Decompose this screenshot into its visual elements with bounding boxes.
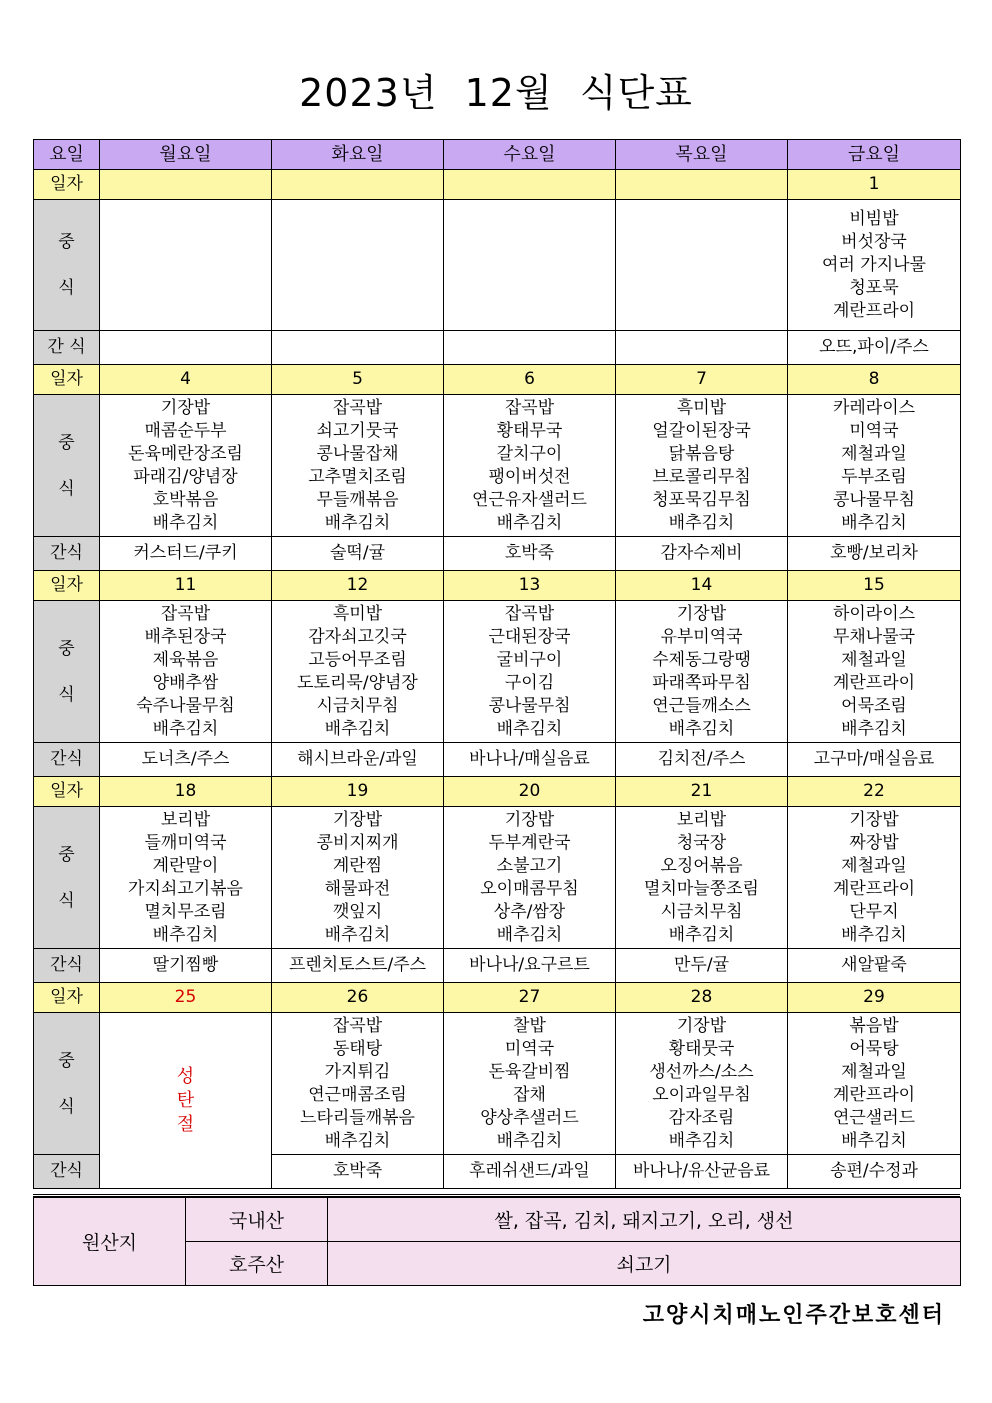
menu-item: 생선까스/소스 [649,1061,754,1082]
snack-cell [444,331,616,365]
menu-item: 배추김치 [496,924,563,945]
weekday-header: 목요일 [616,140,788,170]
date-row [34,983,961,1013]
date-cell: 22 [788,777,961,807]
menu-item: 감자조림 [668,1107,735,1128]
date-cell: 6 [444,365,616,395]
menu-item: 배추김치 [496,1130,563,1151]
date-cell: 27 [444,983,616,1013]
menu-item: 굴비구이 [496,649,563,670]
lunch-menu-cell [444,200,616,331]
date-cell: 13 [444,571,616,601]
lunch-label [34,601,100,743]
menu-item: 브로콜리무침 [652,466,751,487]
menu-item: 가지쇠고기볶음 [128,878,243,899]
lunch-label-char: 식 [58,278,75,298]
menu-item: 짜장밥 [849,832,899,853]
menu-item: 근대된장국 [488,626,571,647]
date-cell: 15 [788,571,961,601]
snack-cell: 커스터드/쿠키 [100,537,272,571]
menu-item: 배추김치 [324,924,391,945]
menu-table [33,139,961,1189]
menu-item: 양배추쌈 [152,672,219,693]
lunch-menu-cell [788,807,961,949]
lunch-menu-cell [272,601,444,743]
snack-row [34,743,961,777]
date-cell: 1 [788,170,961,200]
menu-item: 배추김치 [668,924,735,945]
lunch-menu-cell [788,395,961,537]
menu-item: 팽이버섯전 [488,466,571,487]
menu-item: 가지튀김 [324,1061,391,1082]
lunch-menu-cell [788,1013,961,1155]
menu-item: 배추김치 [841,1130,907,1151]
menu-item: 갈치구이 [496,443,563,464]
lunch-label-char: 중 [58,1050,75,1071]
menu-item: 느타리들깨볶음 [300,1107,415,1128]
snack-cell [100,331,272,365]
menu-item: 콩나물무침 [488,695,571,716]
lunch-menu-cell [272,807,444,949]
menu-item: 제철과일 [841,649,907,670]
snack-cell [616,331,788,365]
snack-row [34,331,961,365]
menu-item: 미역국 [504,1038,555,1059]
menu-item: 상추/쌈장 [493,901,566,922]
snack-row [34,949,961,983]
lunch-menu-cell [616,807,788,949]
menu-item: 볶음밥 [849,1015,899,1036]
menu-item: 계란찜 [332,855,383,876]
menu-item: 해물파전 [324,878,391,899]
menu-item: 오이과일무침 [652,1084,751,1105]
menu-item: 배추김치 [668,718,735,739]
date-label: 일자 [34,983,100,1013]
menu-item: 기장밥 [332,809,383,830]
lunch-menu-cell [444,395,616,537]
menu-item: 연근들깨소스 [652,695,751,716]
snack-cell: 감자수제비 [616,537,788,571]
lunch-menu-cell [272,395,444,537]
menu-item: 잡곡밥 [160,603,211,624]
menu-item: 배추김치 [841,924,907,945]
menu-item: 두부조림 [841,466,907,487]
lunch-row [34,395,961,537]
menu-item: 기장밥 [849,809,899,830]
snack-label: 간식 [34,743,100,777]
date-cell: 19 [272,777,444,807]
snack-cell: 술떡/귤 [272,537,444,571]
lunch-menu-cell [616,200,788,331]
menu-item: 청국장 [676,832,727,853]
menu-item: 배추김치 [324,512,391,533]
menu-item: 기장밥 [504,809,555,830]
page-title: 2023년 12월 식단표 [299,71,693,115]
menu-item: 제철과일 [841,855,907,876]
date-cell: 5 [272,365,444,395]
lunch-label [34,200,100,331]
snack-label: 간식 [34,537,100,571]
snack-cell: 바나나/유산균음료 [616,1155,788,1189]
menu-item: 연근샐러드 [832,1107,916,1128]
menu-item: 오이매콤무침 [480,878,579,899]
lunch-label-char: 식 [58,684,75,705]
menu-item: 연근유자샐러드 [472,489,587,510]
date-label: 일자 [34,365,100,395]
menu-item: 어묵조림 [841,695,907,716]
menu-item: 계란프라이 [832,1084,916,1105]
lunch-label-char: 식 [58,1096,75,1117]
lunch-menu-cell [100,200,272,331]
menu-item: 콩비지찌개 [316,832,399,853]
weekday-header: 금요일 [788,140,961,170]
snack-cell: 고구마/매실음료 [788,743,961,777]
origin-label: 원산지 [34,1198,186,1286]
menu-item: 배추김치 [324,718,391,739]
lunch-menu-cell [100,807,272,949]
menu-item: 제육볶음 [152,649,219,670]
lunch-menu-cell [444,1013,616,1155]
lunch-label-char: 중 [58,638,75,659]
lunch-menu-cell [100,601,272,743]
lunch-menu-cell [616,395,788,537]
snack-cell: 송편/수정과 [788,1155,961,1189]
menu-item: 배추김치 [668,512,735,533]
menu-item: 비빔밥 [849,208,899,229]
snack-cell: 후레쉬샌드/과일 [444,1155,616,1189]
lunch-label-char: 중 [58,432,75,453]
menu-item: 배추김치 [841,512,907,533]
menu-item: 수제동그랑땡 [652,649,751,670]
snack-cell: 호박죽 [272,1155,444,1189]
lunch-label [34,395,100,537]
menu-item: 기장밥 [676,1015,727,1036]
menu-item: 흑미밥 [676,397,727,418]
snack-cell: 바나나/매실음료 [444,743,616,777]
menu-item: 보리밥 [160,809,211,830]
snack-cell: 만두/귤 [616,949,788,983]
snack-cell: 도너츠/주스 [100,743,272,777]
menu-item: 배추김치 [841,718,907,739]
lunch-label [34,1013,100,1155]
menu-item: 들깨미역국 [144,832,227,853]
lunch-label-char: 식 [58,890,75,911]
holiday-cell [100,1013,272,1189]
snack-cell: 오뜨,파이/주스 [788,331,961,365]
menu-item: 오징어볶음 [660,855,743,876]
menu-item: 황태무국 [496,420,563,441]
menu-item: 닭볶음탕 [668,443,735,464]
menu-item: 계란말이 [152,855,219,876]
menu-item: 제철과일 [841,443,907,464]
menu-item: 무채나물국 [832,626,916,647]
snack-cell: 호빵/보리차 [788,537,961,571]
date-label: 일자 [34,571,100,601]
date-label: 일자 [34,170,100,200]
snack-cell: 해시브라운/과일 [272,743,444,777]
snack-cell [272,331,444,365]
menu-item: 시금치무침 [316,695,399,716]
date-cell: 26 [272,983,444,1013]
menu-item: 배추김치 [152,718,219,739]
menu-item: 흑미밥 [332,603,383,624]
lunch-row [34,807,961,949]
menu-item: 잡곡밥 [332,1015,383,1036]
menu-item: 매콤순두부 [144,420,227,441]
menu-item: 보리밥 [676,809,727,830]
weekday-header-row [34,140,961,170]
menu-item: 파래쪽파무침 [652,672,751,693]
menu-item: 어묵탕 [849,1038,899,1059]
menu-item: 멸치무조림 [144,901,227,922]
lunch-label-char: 중 [58,844,75,865]
date-cell: 18 [100,777,272,807]
lunch-menu-cell [616,601,788,743]
menu-item: 양상추샐러드 [480,1107,579,1128]
date-cell [444,170,616,200]
menu-item: 멸치마늘쫑조림 [644,878,759,899]
date-cell [272,170,444,200]
date-cell: 28 [616,983,788,1013]
menu-item: 배추김치 [152,512,219,533]
menu-item: 잡채 [513,1084,546,1105]
menu-item: 콩나물무침 [832,489,916,510]
lunch-menu-cell [788,200,961,331]
snack-cell: 프렌치토스트/주스 [272,949,444,983]
lunch-row [34,200,961,331]
date-cell: 25 [100,983,272,1013]
date-cell: 12 [272,571,444,601]
origin-table [33,1197,961,1286]
menu-item: 여러 가지나물 [822,254,926,275]
menu-item: 잡곡밥 [332,397,383,418]
menu-item: 연근매콤조림 [308,1084,407,1105]
menu-item: 두부계란국 [488,832,571,853]
menu-item: 청포묵 [849,277,899,298]
menu-item: 감자쇠고깃국 [308,626,407,647]
center-name: 고양시치매노인주간보호센터 [642,1303,945,1328]
date-cell: 14 [616,571,788,601]
menu-item: 잡곡밥 [504,397,555,418]
lunch-label-char: 식 [58,478,75,499]
origin-country: 호주산 [186,1242,328,1286]
weekday-header: 월요일 [100,140,272,170]
snack-cell: 김치전/주스 [616,743,788,777]
menu-item: 얼갈이된장국 [652,420,751,441]
date-cell: 8 [788,365,961,395]
menu-item: 숙주나물무침 [136,695,235,716]
menu-item: 기장밥 [676,603,727,624]
lunch-menu-cell [616,1013,788,1155]
lunch-label [34,807,100,949]
date-cell: 21 [616,777,788,807]
menu-item: 호박볶음 [152,489,219,510]
lunch-row [34,601,961,743]
menu-item: 배추김치 [496,512,563,533]
menu-item: 돈육메란장조림 [128,443,243,464]
menu-item: 카레라이스 [832,397,916,418]
date-cell: 29 [788,983,961,1013]
lunch-row [34,1013,961,1155]
snack-label: 간 식 [34,331,100,365]
snack-cell: 새알팥죽 [788,949,961,983]
date-row [34,170,961,200]
menu-item: 도토리묵/양념장 [297,672,418,693]
snack-cell: 딸기찜빵 [100,949,272,983]
menu-item: 소불고기 [496,855,563,876]
date-cell [616,170,788,200]
weekday-header: 수요일 [444,140,616,170]
menu-item: 계란프라이 [832,300,916,321]
menu-item: 찰밥 [513,1015,546,1036]
date-cell: 20 [444,777,616,807]
origin-row [34,1198,961,1242]
date-cell: 11 [100,571,272,601]
date-row [34,571,961,601]
origin-items: 쌀, 잡곡, 김치, 돼지고기, 오리, 생선 [328,1198,961,1242]
menu-item: 배추김치 [324,1130,391,1151]
menu-item: 쇠고기뭇국 [316,420,399,441]
menu-item: 돈육갈비찜 [488,1061,571,1082]
date-cell: 7 [616,365,788,395]
menu-item: 고추멸치조림 [308,466,407,487]
menu-item: 계란프라이 [832,878,916,899]
weekday-header: 화요일 [272,140,444,170]
origin-items: 쇠고기 [328,1242,961,1286]
snack-row [34,537,961,571]
snack-cell: 호박죽 [444,537,616,571]
menu-item: 배추된장국 [144,626,227,647]
menu-item: 제철과일 [841,1061,907,1082]
snack-cell: 바나나/요구르트 [444,949,616,983]
origin-country: 국내산 [186,1198,328,1242]
lunch-menu-cell [100,395,272,537]
date-row [34,777,961,807]
menu-item: 고등어무조림 [308,649,407,670]
menu-item: 구이김 [504,672,555,693]
menu-item: 미역국 [849,420,899,441]
day-of-week-label: 요일 [34,140,100,170]
menu-item: 배추김치 [668,1130,735,1151]
menu-item: 파래김/양념장 [133,466,238,487]
menu-item: 황태뭇국 [668,1038,735,1059]
menu-item: 동태탕 [332,1038,383,1059]
menu-item: 하이라이스 [832,603,916,624]
holiday-text: 성탄절 [176,1065,195,1135]
date-row [34,365,961,395]
menu-item: 버섯장국 [841,231,907,252]
date-cell [100,170,272,200]
date-cell: 4 [100,365,272,395]
lunch-label-char: 중 [58,232,75,252]
menu-item: 유부미역국 [660,626,743,647]
menu-item: 시금치무침 [660,901,743,922]
menu-item: 기장밥 [160,397,211,418]
snack-label: 간식 [34,949,100,983]
menu-item: 배추김치 [152,924,219,945]
menu-item: 무들깨볶음 [316,489,399,510]
menu-item: 배추김치 [496,718,563,739]
menu-item: 잡곡밥 [504,603,555,624]
menu-item: 청포묵김무침 [652,489,751,510]
lunch-menu-cell [444,807,616,949]
snack-label: 간식 [34,1155,100,1189]
lunch-menu-cell [272,1013,444,1155]
date-label: 일자 [34,777,100,807]
lunch-menu-cell [272,200,444,331]
menu-item: 단무지 [849,901,899,922]
menu-item: 깻잎지 [332,901,383,922]
lunch-menu-cell [444,601,616,743]
menu-item: 콩나물잡채 [316,443,399,464]
lunch-menu-cell [788,601,961,743]
menu-item: 계란프라이 [832,672,916,693]
